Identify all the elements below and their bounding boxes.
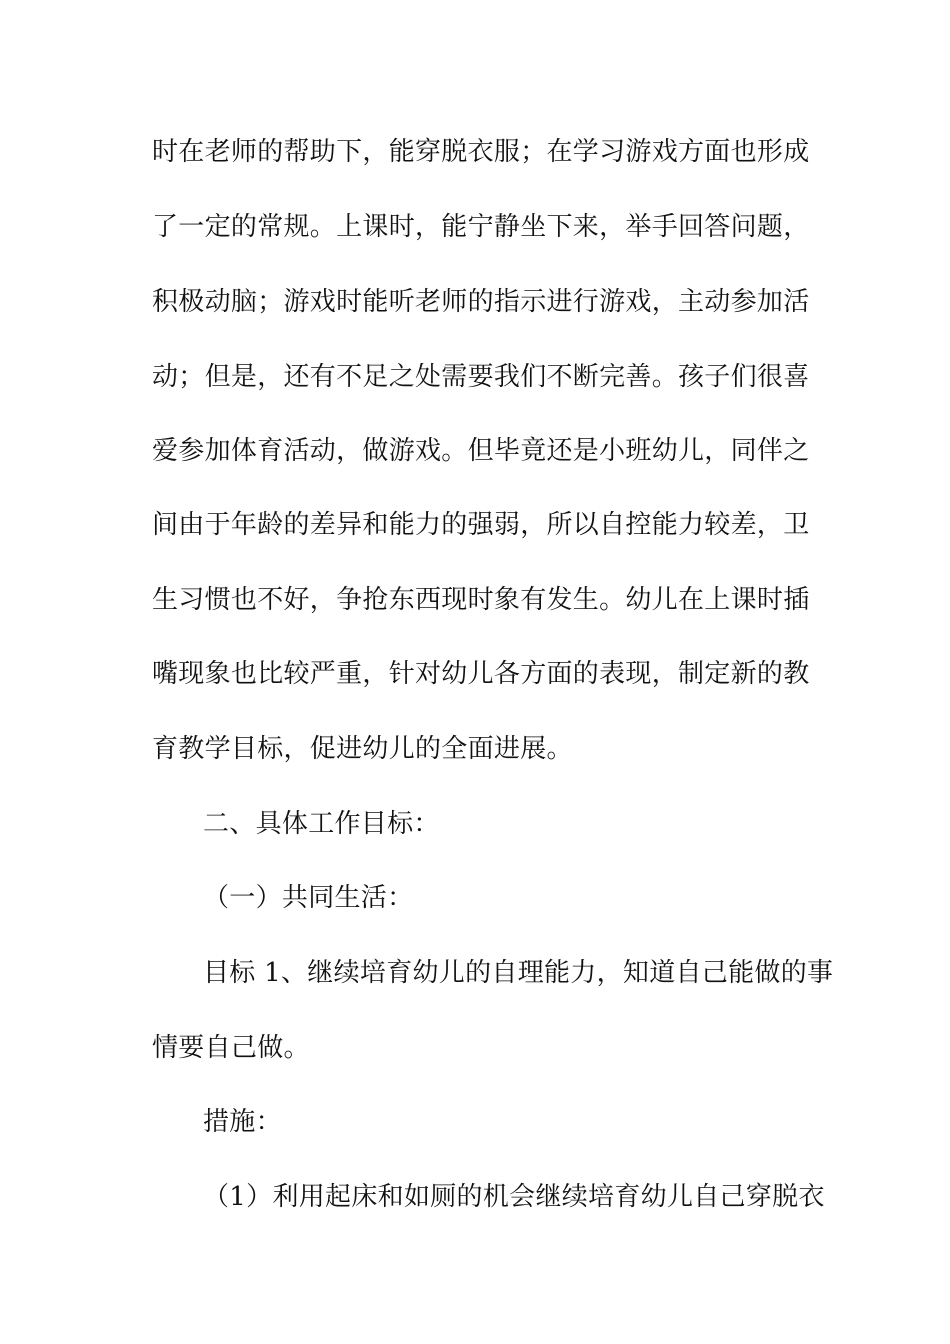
section-heading: 二、具体工作目标： (203, 809, 440, 839)
goal-line-continued: 情要自己做。 (152, 1033, 310, 1063)
paragraph-line: 积极动脑；游戏时能听老师的指示进行游戏，主动参加活 (152, 287, 810, 317)
paragraph-line: 时在老师的帮助下，能穿脱衣服；在学习游戏方面也形成 (152, 137, 810, 167)
goal-line: 目标 1、继续培育幼儿的自理能力，知道自己能做的事 (203, 958, 834, 988)
paragraph-line: 育教学目标，促进幼儿的全面进展。 (152, 734, 573, 764)
paragraph-line: 爱参加体育活动，做游戏。但毕竟还是小班幼儿，同伴之 (152, 436, 810, 466)
measures-label: 措施： (203, 1107, 282, 1137)
paragraph-line: 了一定的常规。上课时，能宁静坐下来，举手回答问题， (152, 212, 810, 242)
paragraph-line: 间由于年龄的差异和能力的强弱，所以自控能力较差，卫 (152, 510, 810, 540)
paragraph-line: 嘴现象也比较严重，针对幼儿各方面的表现，制定新的教 (152, 659, 810, 689)
subsection-heading: （一）共同生活： (203, 883, 414, 913)
paragraph-line: 生习惯也不好，争抢东西现时象有发生。幼儿在上课时插 (152, 585, 810, 615)
measure-item: （1）利用起床和如厕的机会继续培育幼儿自己穿脱衣 (203, 1182, 825, 1212)
paragraph-line: 动；但是，还有不足之处需要我们不断完善。孩子们很喜 (152, 362, 810, 392)
